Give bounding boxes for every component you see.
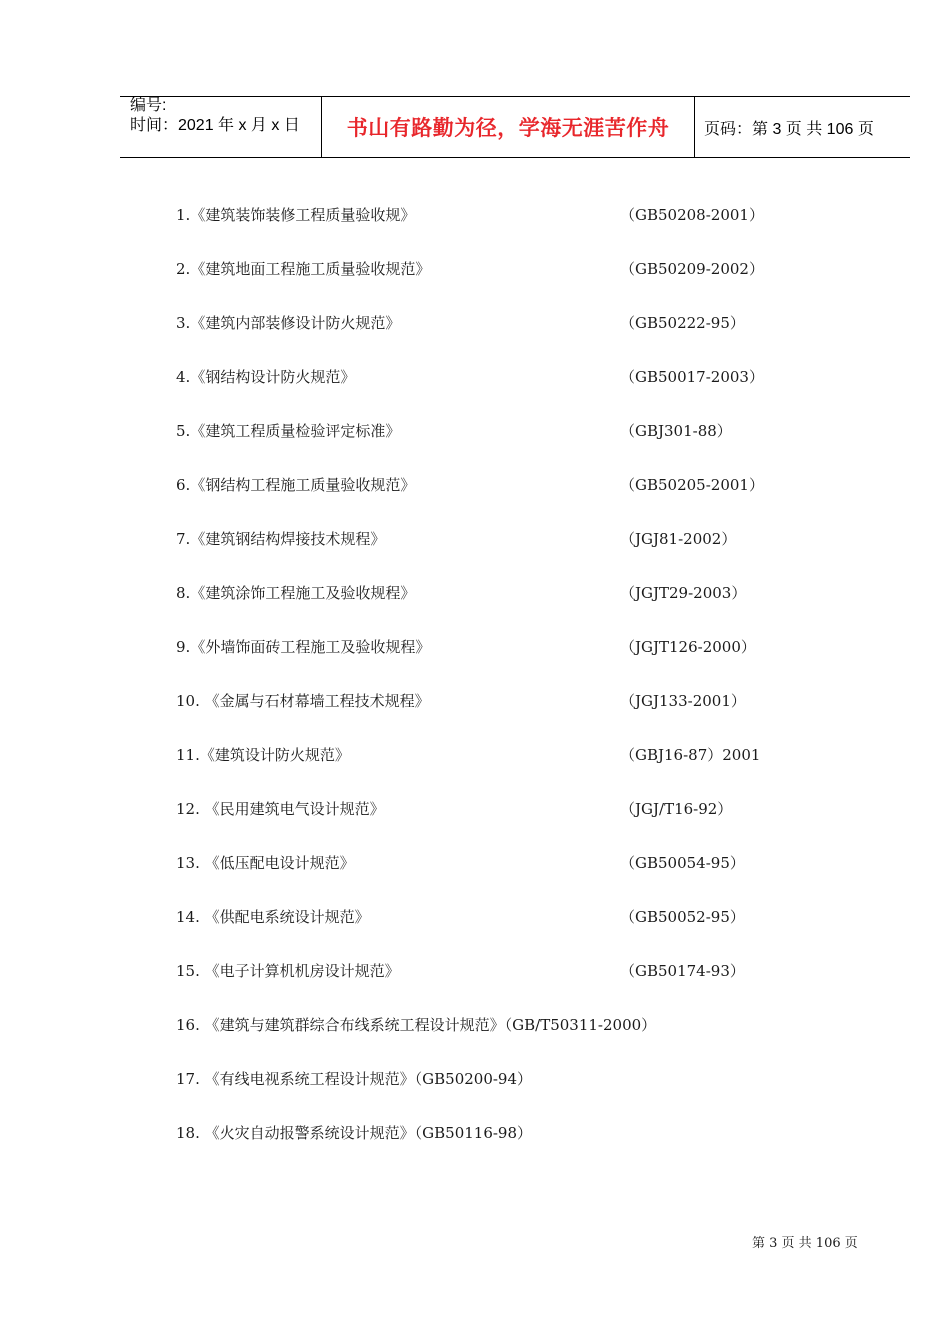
- item-code: （GB50222-95）: [620, 314, 745, 332]
- item-title: 《金属与石材幕墙工程技术规程》: [199, 692, 430, 710]
- page-footer-number: 第 3 页 共 106 页: [752, 1236, 858, 1251]
- item-title: 《建筑设计防火规范》: [199, 746, 350, 764]
- item-number: 15.: [176, 962, 200, 980]
- item-code: （GB50054-95）: [620, 854, 745, 872]
- item-code: （GB50174-93）: [620, 962, 745, 980]
- item-number: 18.: [176, 1124, 200, 1142]
- list-item: [176, 961, 876, 1015]
- item-title: 《有线电视系统工程设计规范》: [199, 1070, 415, 1088]
- item-number: 3.: [176, 314, 191, 332]
- list-item: [176, 259, 876, 313]
- item-code: （JGJT29-2003）: [620, 584, 747, 602]
- item-number: 7.: [176, 530, 191, 548]
- item-code: （GBJ301-88）: [620, 422, 732, 440]
- page-header: [120, 96, 910, 158]
- item-number: 9.: [176, 638, 191, 656]
- item-title: 《供配电系统设计规范》: [199, 908, 370, 926]
- item-code: （GB50200-94）: [414, 1070, 533, 1088]
- item-title: 《建筑工程质量检验评定标准》: [190, 422, 401, 440]
- item-number: 6.: [176, 476, 191, 494]
- list-item: [176, 637, 876, 691]
- list-item: [176, 691, 876, 745]
- item-code: （GB/T50311-2000）: [504, 1016, 657, 1034]
- item-title: 《建筑装饰装修工程质量验收规》: [190, 206, 416, 224]
- item-code: （GB50208-2001）: [620, 206, 764, 224]
- item-title: 《建筑地面工程施工质量验收规范》: [190, 260, 431, 278]
- header-meta-cell: [120, 97, 322, 157]
- item-title: 《建筑钢结构焊接技术规程》: [190, 530, 386, 548]
- list-item: [176, 745, 876, 799]
- list-item: [176, 1069, 876, 1123]
- list-item: [176, 1123, 876, 1177]
- list-item: [176, 475, 876, 529]
- item-title: 《民用建筑电气设计规范》: [199, 800, 385, 818]
- item-code: （GB50209-2002）: [620, 260, 764, 278]
- item-title: 《外墙饰面砖工程施工及验收规程》: [190, 638, 431, 656]
- item-title: 《建筑涂饰工程施工及验收规程》: [190, 584, 416, 602]
- item-number: 12.: [176, 800, 200, 818]
- item-code: （GBJ16-87）2001: [620, 746, 761, 764]
- list-item: [176, 799, 876, 853]
- list-item: [176, 205, 876, 259]
- item-title: 《建筑内部装修设计防火规范》: [190, 314, 401, 332]
- item-code: （GB50205-2001）: [620, 476, 764, 494]
- item-code: （GB50052-95）: [620, 908, 745, 926]
- list-item: [176, 367, 876, 421]
- list-item: [176, 853, 876, 907]
- item-code: （JGJ/T16-92）: [620, 800, 733, 818]
- item-number: 17.: [176, 1070, 200, 1088]
- item-number: 11.: [176, 746, 200, 764]
- document-time-label: 时间：2021 年 x 月 x 日: [130, 117, 300, 134]
- list-item: [176, 1015, 876, 1069]
- list-item: [176, 421, 876, 475]
- item-number: 8.: [176, 584, 191, 602]
- header-page-info: 页码：第 3 页 共 106 页: [704, 120, 874, 138]
- item-title: 《电子计算机机房设计规范》: [199, 962, 400, 980]
- document-number-label: 编号:: [130, 97, 167, 114]
- item-code: （GB50116-98）: [414, 1124, 533, 1142]
- item-code: （JGJ133-2001）: [620, 692, 746, 710]
- item-number: 4.: [176, 368, 191, 386]
- header-motto: 书山有路勤为径，学海无涯苦作舟: [322, 97, 695, 157]
- list-item: [176, 907, 876, 961]
- item-title: 《建筑与建筑群综合布线系统工程设计规范》: [199, 1016, 505, 1034]
- list-item: [176, 583, 876, 637]
- list-item: [176, 313, 876, 367]
- list-item: [176, 529, 876, 583]
- item-title: 《火灾自动报警系统设计规范》: [199, 1124, 415, 1142]
- item-number: 16.: [176, 1016, 200, 1034]
- item-number: 5.: [176, 422, 191, 440]
- item-title: 《低压配电设计规范》: [199, 854, 355, 872]
- standards-list: [176, 205, 876, 1177]
- item-number: 10.: [176, 692, 200, 710]
- item-number: 2.: [176, 260, 191, 278]
- item-number: 1.: [176, 206, 191, 224]
- item-code: （GB50017-2003）: [620, 368, 764, 386]
- item-number: 14.: [176, 908, 200, 926]
- item-code: （JGJT126-2000）: [620, 638, 756, 656]
- item-title: 《钢结构设计防火规范》: [190, 368, 356, 386]
- item-number: 13.: [176, 854, 200, 872]
- item-code: （JGJ81-2002）: [620, 530, 737, 548]
- item-title: 《钢结构工程施工质量验收规范》: [190, 476, 416, 494]
